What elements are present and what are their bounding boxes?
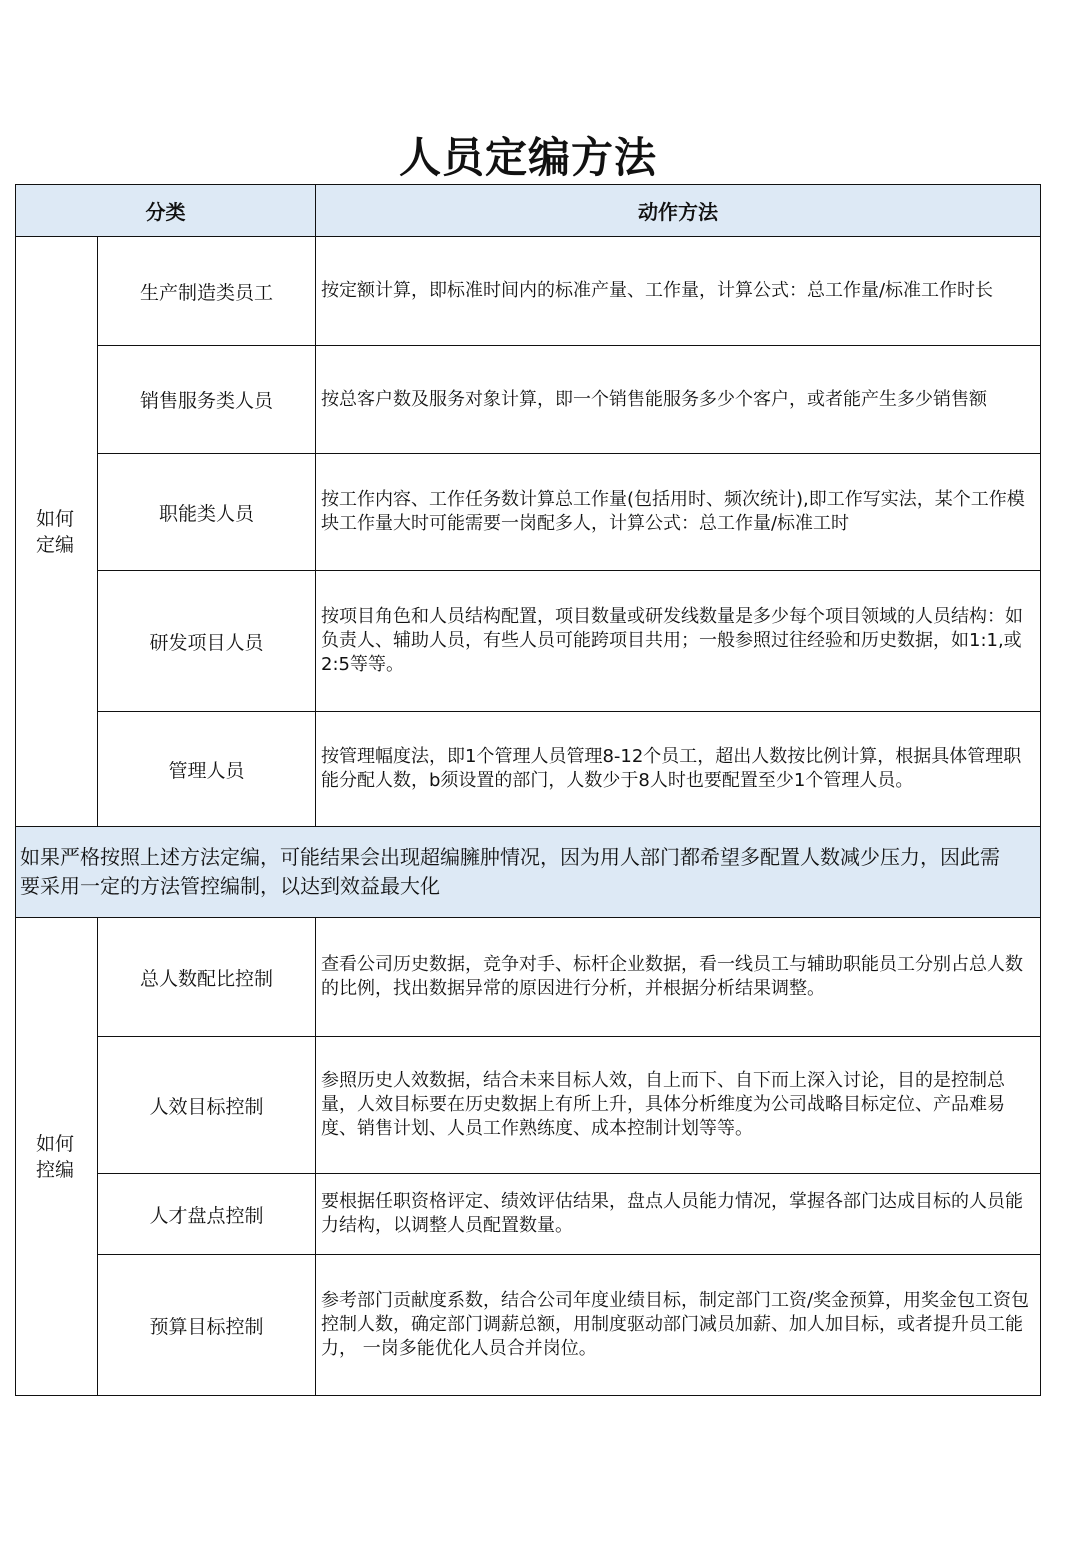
table-row — [16, 454, 1041, 571]
header-method: 动作方法 — [316, 185, 1041, 237]
category-cell: 预算目标控制 — [98, 1255, 316, 1396]
category-cell: 人才盘点控制 — [98, 1174, 316, 1255]
table-row — [16, 237, 1041, 346]
category-cell: 职能类人员 — [98, 454, 316, 571]
page-title: 人员定编方法 — [398, 133, 657, 182]
note-row — [16, 827, 1041, 918]
group-label-control-text: 如何 控编 — [36, 1132, 75, 1181]
group-label-staffing — [16, 237, 98, 827]
table-row — [16, 1174, 1041, 1255]
method-cell: 按项目角色和人员结构配置，项目数量或研发线数量是多少每个项目领域的人员结构：如负责人、辅助人员，有些人员可能跨项目共用；一般参照过往经验和历史数据，如1:1,或2:5等等。 — [316, 571, 1041, 712]
category-cell: 总人数配比控制 — [98, 918, 316, 1037]
table-row — [16, 1255, 1041, 1396]
table-row — [16, 571, 1041, 712]
table-row — [16, 1037, 1041, 1174]
category-cell: 管理人员 — [98, 712, 316, 827]
table-header-row — [16, 185, 1041, 237]
method-cell: 按工作内容、工作任务数计算总工作量(包括用时、频次统计),即工作写实法，某个工作模块工作量大时可能需要一岗配多人，计算公式：总工作量/标准工时 — [316, 454, 1041, 571]
method-cell: 按定额计算，即标准时间内的标准产量、工作量，计算公式：总工作量/标准工作时长 — [316, 237, 1041, 346]
method-cell: 按总客户数及服务对象计算，即一个销售能服务多少个客户，或者能产生多少销售额 — [316, 346, 1041, 454]
method-cell: 参照历史人效数据，结合未来目标人效，自上而下、自下而上深入讨论，目的是控制总量，人效目标要在历史数据上有所上升，具体分析维度为公司战略目标定位、产品难易度、销售计划、人员工作熟练度、成本控制计划等等。 — [316, 1037, 1041, 1174]
method-cell: 按管理幅度法，即1个管理人员管理8-12个员工，超出人数按比例计算，根据具体管理职能分配人数，b须设置的部门，人数少于8人时也要配置至少1个管理人员。 — [316, 712, 1041, 827]
group-label-control — [16, 918, 98, 1396]
control-note: 如果严格按照上述方法定编，可能结果会出现超编臃肿情况，因为用人部门都希望多配置人数减少压力，因此需要采用一定的方法管控编制，以达到效益最大化 — [16, 827, 1041, 918]
header-category: 分类 — [16, 185, 316, 237]
staffing-methods-table — [15, 184, 1041, 1396]
category-cell: 研发项目人员 — [98, 571, 316, 712]
group-label-staffing-text: 如何 定编 — [36, 507, 75, 556]
table-row — [16, 346, 1041, 454]
method-cell: 参考部门贡献度系数，结合公司年度业绩目标，制定部门工资/奖金预算，用奖金包工资包控制人数，确定部门调薪总额，用制度驱动部门减员加薪、加人加目标，或者提升员工能力， 一岗多能优化人员合并岗位。 — [316, 1255, 1041, 1396]
table-row — [16, 712, 1041, 827]
category-cell: 生产制造类员工 — [98, 237, 316, 346]
category-cell: 销售服务类人员 — [98, 346, 316, 454]
table-row — [16, 918, 1041, 1037]
method-cell: 查看公司历史数据，竞争对手、标杆企业数据，看一线员工与辅助职能员工分别占总人数的比例，找出数据异常的原因进行分析，并根据分析结果调整。 — [316, 918, 1041, 1037]
method-cell: 要根据任职资格评定、绩效评估结果，盘点人员能力情况，掌握各部门达成目标的人员能力结构，以调整人员配置数量。 — [316, 1174, 1041, 1255]
category-cell: 人效目标控制 — [98, 1037, 316, 1174]
